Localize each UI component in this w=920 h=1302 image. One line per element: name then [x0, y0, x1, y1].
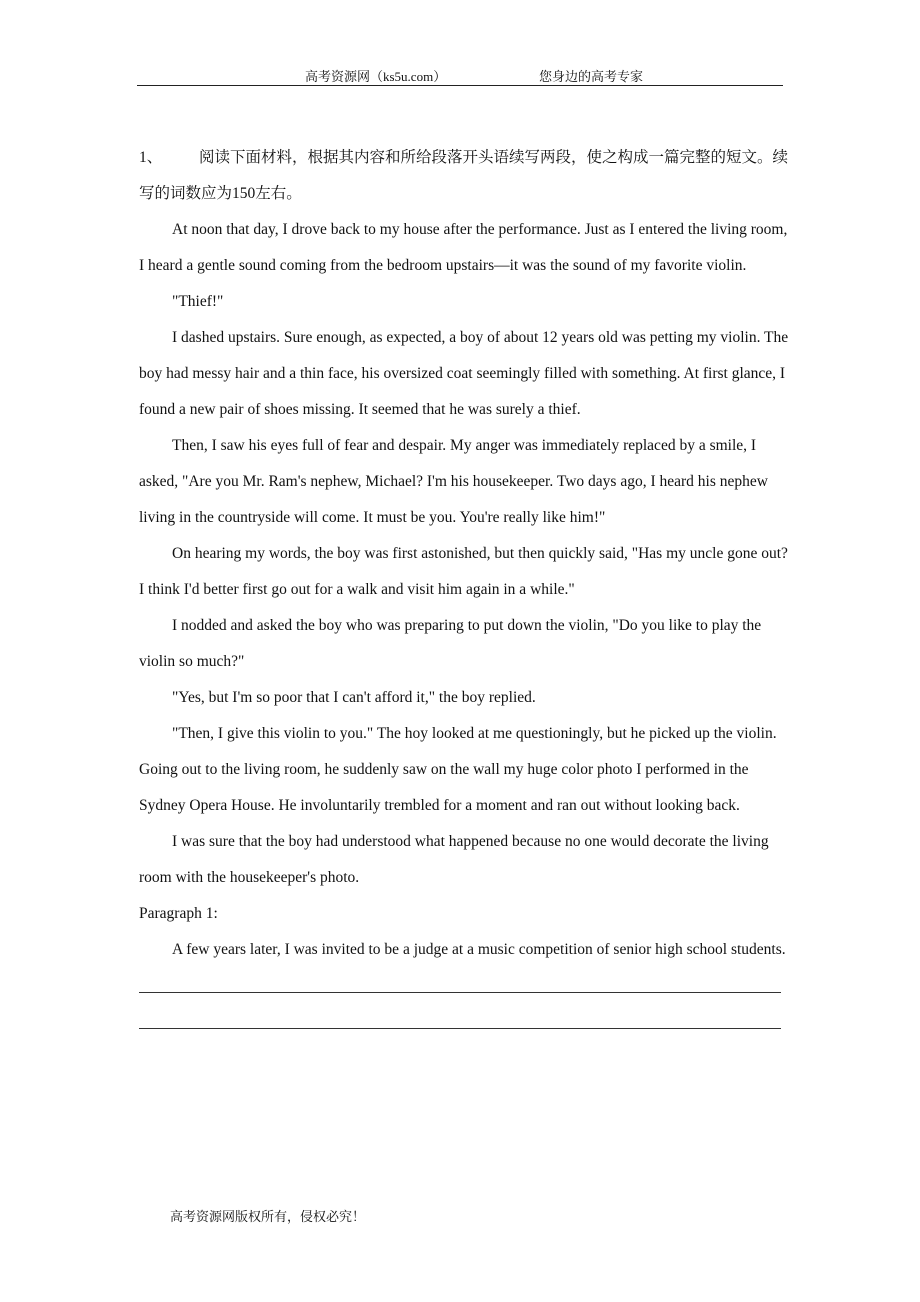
passage-paragraph-6: I nodded and asked the boy who was preparing to put down the violin, "Do you like to play the violin so much?" [139, 617, 762, 670]
paragraph1-label: Paragraph 1: [139, 905, 218, 922]
passage-paragraph-2: "Thief!" [172, 293, 224, 310]
header-site-name: 高考资源网（ks5u.com） [305, 69, 447, 84]
passage-paragraph-9: I was sure that the boy had understood what happened because no one would decorate the living room with the housekeeper's photo. [139, 833, 769, 886]
passage-paragraph-5: On hearing my words, the boy was first astonished, but then quickly said, "Has my uncle gone out? I think I'd better first go out for a walk and visit him again in a while." [139, 545, 788, 598]
passage-paragraph-1: At noon that day, I drove back to my house after the performance. Just as I entered the living room, I heard a gentle sound coming from the bedroom upstairs—it was the sound of my favorite violin. [139, 221, 788, 274]
question-instruction [139, 140, 789, 212]
document-body [139, 140, 789, 1040]
instruction-text: 阅读下面材料，根据其内容和所给段落开头语续写两段，使之构成一篇完整的短文。续写的词数应为150左右。 [139, 149, 789, 202]
passage-paragraph-4: Then, I saw his eyes full of fear and despair. My anger was immediately replaced by a smile, I asked, "Are you Mr. Ram's nephew, Michael? I'm his housekeeper. Two days ago, I heard his nephew living in the countryside will come. It must be you. You're really like him!" [139, 437, 768, 526]
passage-paragraph-7: "Yes, but I'm so poor that I can't afford it," the boy replied. [172, 689, 536, 706]
question-number: 1、 [139, 149, 163, 166]
answer-line[interactable] [139, 1004, 789, 1040]
header-divider [137, 85, 783, 86]
page-footer: 高考资源网版权所有，侵权必究！ [170, 1209, 366, 1224]
passage-paragraph-8: "Then, I give this violin to you." The hoy looked at me questioningly, but he picked up the violin. Going out to the living room, he suddenly saw on the wall my huge color photo I performed in the Sydney Opera House. He involuntarily trembled for a moment and ran out without looking back. [139, 725, 777, 814]
paragraph1-opening: A few years later, I was invited to be a judge at a music competition of senior high school students. [172, 941, 786, 958]
passage-paragraph-3: I dashed upstairs. Sure enough, as expected, a boy of about 12 years old was petting my violin. The boy had messy hair and a thin face, his oversized coat seemingly filled with something. At first glance, I found a new pair of shoes missing. It seemed that he was surely a thief. [139, 329, 789, 418]
header-slogan: 您身边的高考专家 [539, 69, 644, 84]
page-header [137, 66, 783, 86]
answer-line[interactable] [139, 968, 789, 1004]
